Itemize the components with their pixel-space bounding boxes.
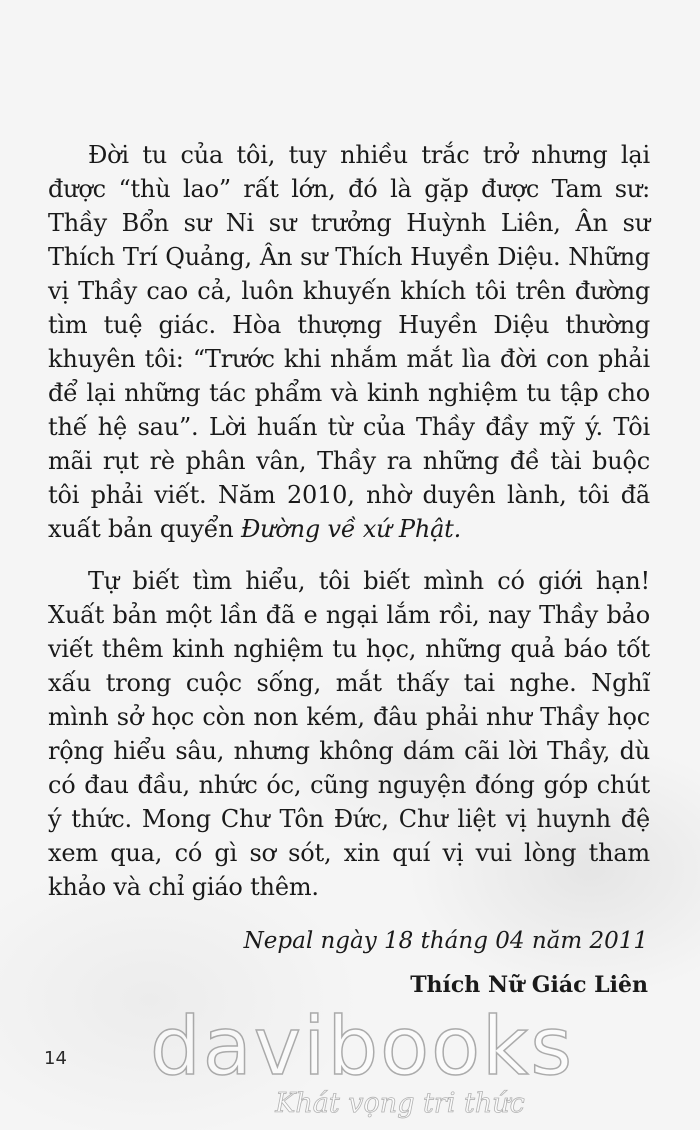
paragraph-2 (48, 564, 650, 904)
paragraph-1-text: Đời tu của tôi, tuy nhiều trắc trở nhưng lại được “thù lao” rất lớn, đó là gặp được Tam sư: Thầy Bổn sư Ni sư trưởng Huỳnh Liên, Ân sư Thích Trí Quảng, Ân sư Thích Huyền Diệu. Những vị Thầy cao cả, luôn khuyến khích tôi trên đường tìm tuệ giác. Hòa thượng Huyền Diệu thường khuyên tôi: “Trước khi nhắm mắt lìa đời con phải để lại những tác phẩm và kinh nghiệm tu tập cho thế hệ sau”. Lời huấn từ của Thầy đầy mỹ ý. Tôi mãi rụt rè phân vân, Thầy ra những đề tài buộc tôi phải viết. Năm 2010, nhờ duyên lành, tôi đã xuất bản quyển (48, 141, 650, 543)
page-number: 14 (44, 1048, 67, 1069)
paragraph-1-end: . (453, 515, 462, 543)
signoff-author: Thích Nữ Giác Liên (410, 972, 648, 998)
watermark-logo: davibooks (150, 1000, 575, 1093)
book-title: Đường về xứ Phật (240, 515, 454, 543)
paragraph-1 (48, 138, 650, 546)
body-text (48, 138, 650, 922)
watermark-tagline: Khát vọng tri thức (275, 1088, 525, 1119)
paragraph-2-text: Tự biết tìm hiểu, tôi biết mình có giới hạn! Xuất bản một lần đã e ngại lắm rồi, nay Thầy bảo viết thêm kinh nghiệm tu học, những quả báo tốt xấu trong cuộc sống, mắt thấy tai nghe. Nghĩ mình sở học còn non kém, đâu phải như Thầy học rộng hiểu sâu, nhưng không dám cãi lời Thầy, dù có đau đầu, nhức óc, cũng nguyện đóng góp chút ý thức. Mong Chư Tôn Đức, Chư liệt vị huynh đệ xem qua, có gì sơ sót, xin quí vị vui lòng tham khảo và chỉ giáo thêm. (48, 567, 650, 901)
signoff-date: Nepal ngày 18 tháng 04 năm 2011 (243, 928, 648, 954)
